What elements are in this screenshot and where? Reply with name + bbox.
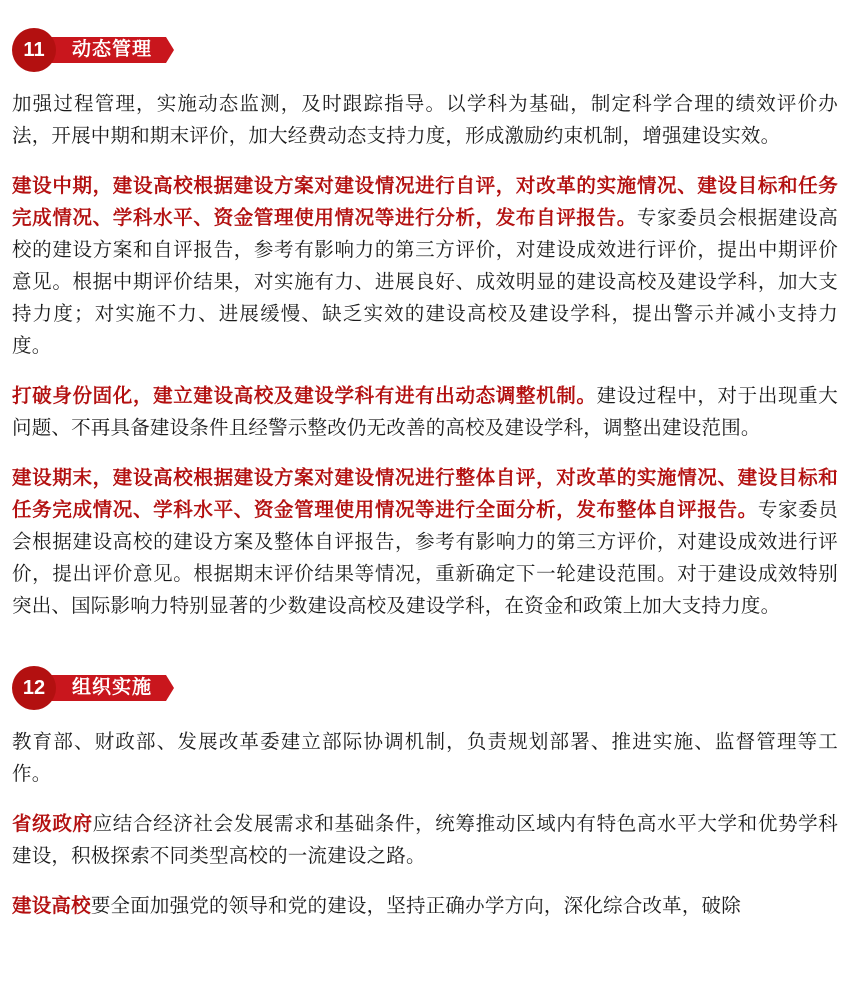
paragraph-lead: 打破身份固化，建立建设高校及建设学科有进有出动态调整机制。 [12,385,597,407]
paragraph [12,726,838,790]
section-title-ribbon [46,37,166,63]
paragraph [12,462,838,622]
paragraph-body: 建设过程中，对于出现重大问题、不再具备建设条件且经警示整改仍无改善的高校及建设学科，调整出建设范围。 [12,385,838,439]
section-title-text: 动态管理 [72,39,153,60]
paragraph-body: 专家委员会根据建设高校的建设方案和自评报告，参考有影响力的第三方评价，对建设成效进行评价，提出中期评价意见。根据中期评价结果，对实施有力、进展良好、成效明显的建设高校及建设学科，加大支持力度；对实施不力、进展缓慢、缺乏实效的建设高校及建设学科，提出警示并减小支持力度。 [12,207,838,357]
paragraph-lead: 建设中期，建设高校根据建设方案对建设情况进行自评，对改革的实施情况、建设目标和任务完成情况、学科水平、资金管理使用情况等进行分析，发布自评报告。 [12,175,838,229]
section-heading-11 [12,28,838,74]
section-heading-12 [12,666,838,712]
paragraph-body: 教育部、财政部、发展改革委建立部际协调机制，负责规划部署、推进实施、监督管理等工作。 [12,731,838,785]
paragraph [12,170,838,362]
paragraph-lead: 建设期末，建设高校根据建设方案对建设情况进行整体自评，对改革的实施情况、建设目标和任务完成情况、学科水平、资金管理使用情况等进行全面分析，发布整体自评报告。 [12,467,838,521]
section-title-ribbon [46,675,166,701]
paragraph-body: 加强过程管理，实施动态监测，及时跟踪指导。以学科为基础，制定科学合理的绩效评价办法，开展中期和期末评价，加大经费动态支持力度，形成激励约束机制，增强建设实效。 [12,93,838,147]
paragraph [12,890,838,922]
section-spacer [12,640,838,666]
section-number-badge: 12 [12,666,56,710]
paragraph-body: 专家委员会根据建设高校的建设方案及整体自评报告，参考有影响力的第三方评价，对建设成效进行评价，提出评价意见。根据期末评价结果等情况，重新确定下一轮建设范围。对于建设成效特别突出、国际影响力特别显著的少数建设高校及建设学科，在资金和政策上加大支持力度。 [12,499,838,617]
section-number-badge: 11 [12,28,56,72]
paragraph-body: 要全面加强党的领导和党的建设，坚持正确办学方向，深化综合改革，破除 [90,895,741,917]
section-title-text: 组织实施 [72,677,153,698]
paragraph-lead: 省级政府 [12,813,93,835]
paragraph [12,808,838,872]
paragraph [12,88,838,152]
paragraph [12,380,838,444]
paragraph-body: 应结合经济社会发展需求和基础条件，统筹推动区域内有特色高水平大学和优势学科建设，积极探索不同类型高校的一流建设之路。 [12,813,838,867]
paragraph-lead: 建设高校 [12,895,91,917]
